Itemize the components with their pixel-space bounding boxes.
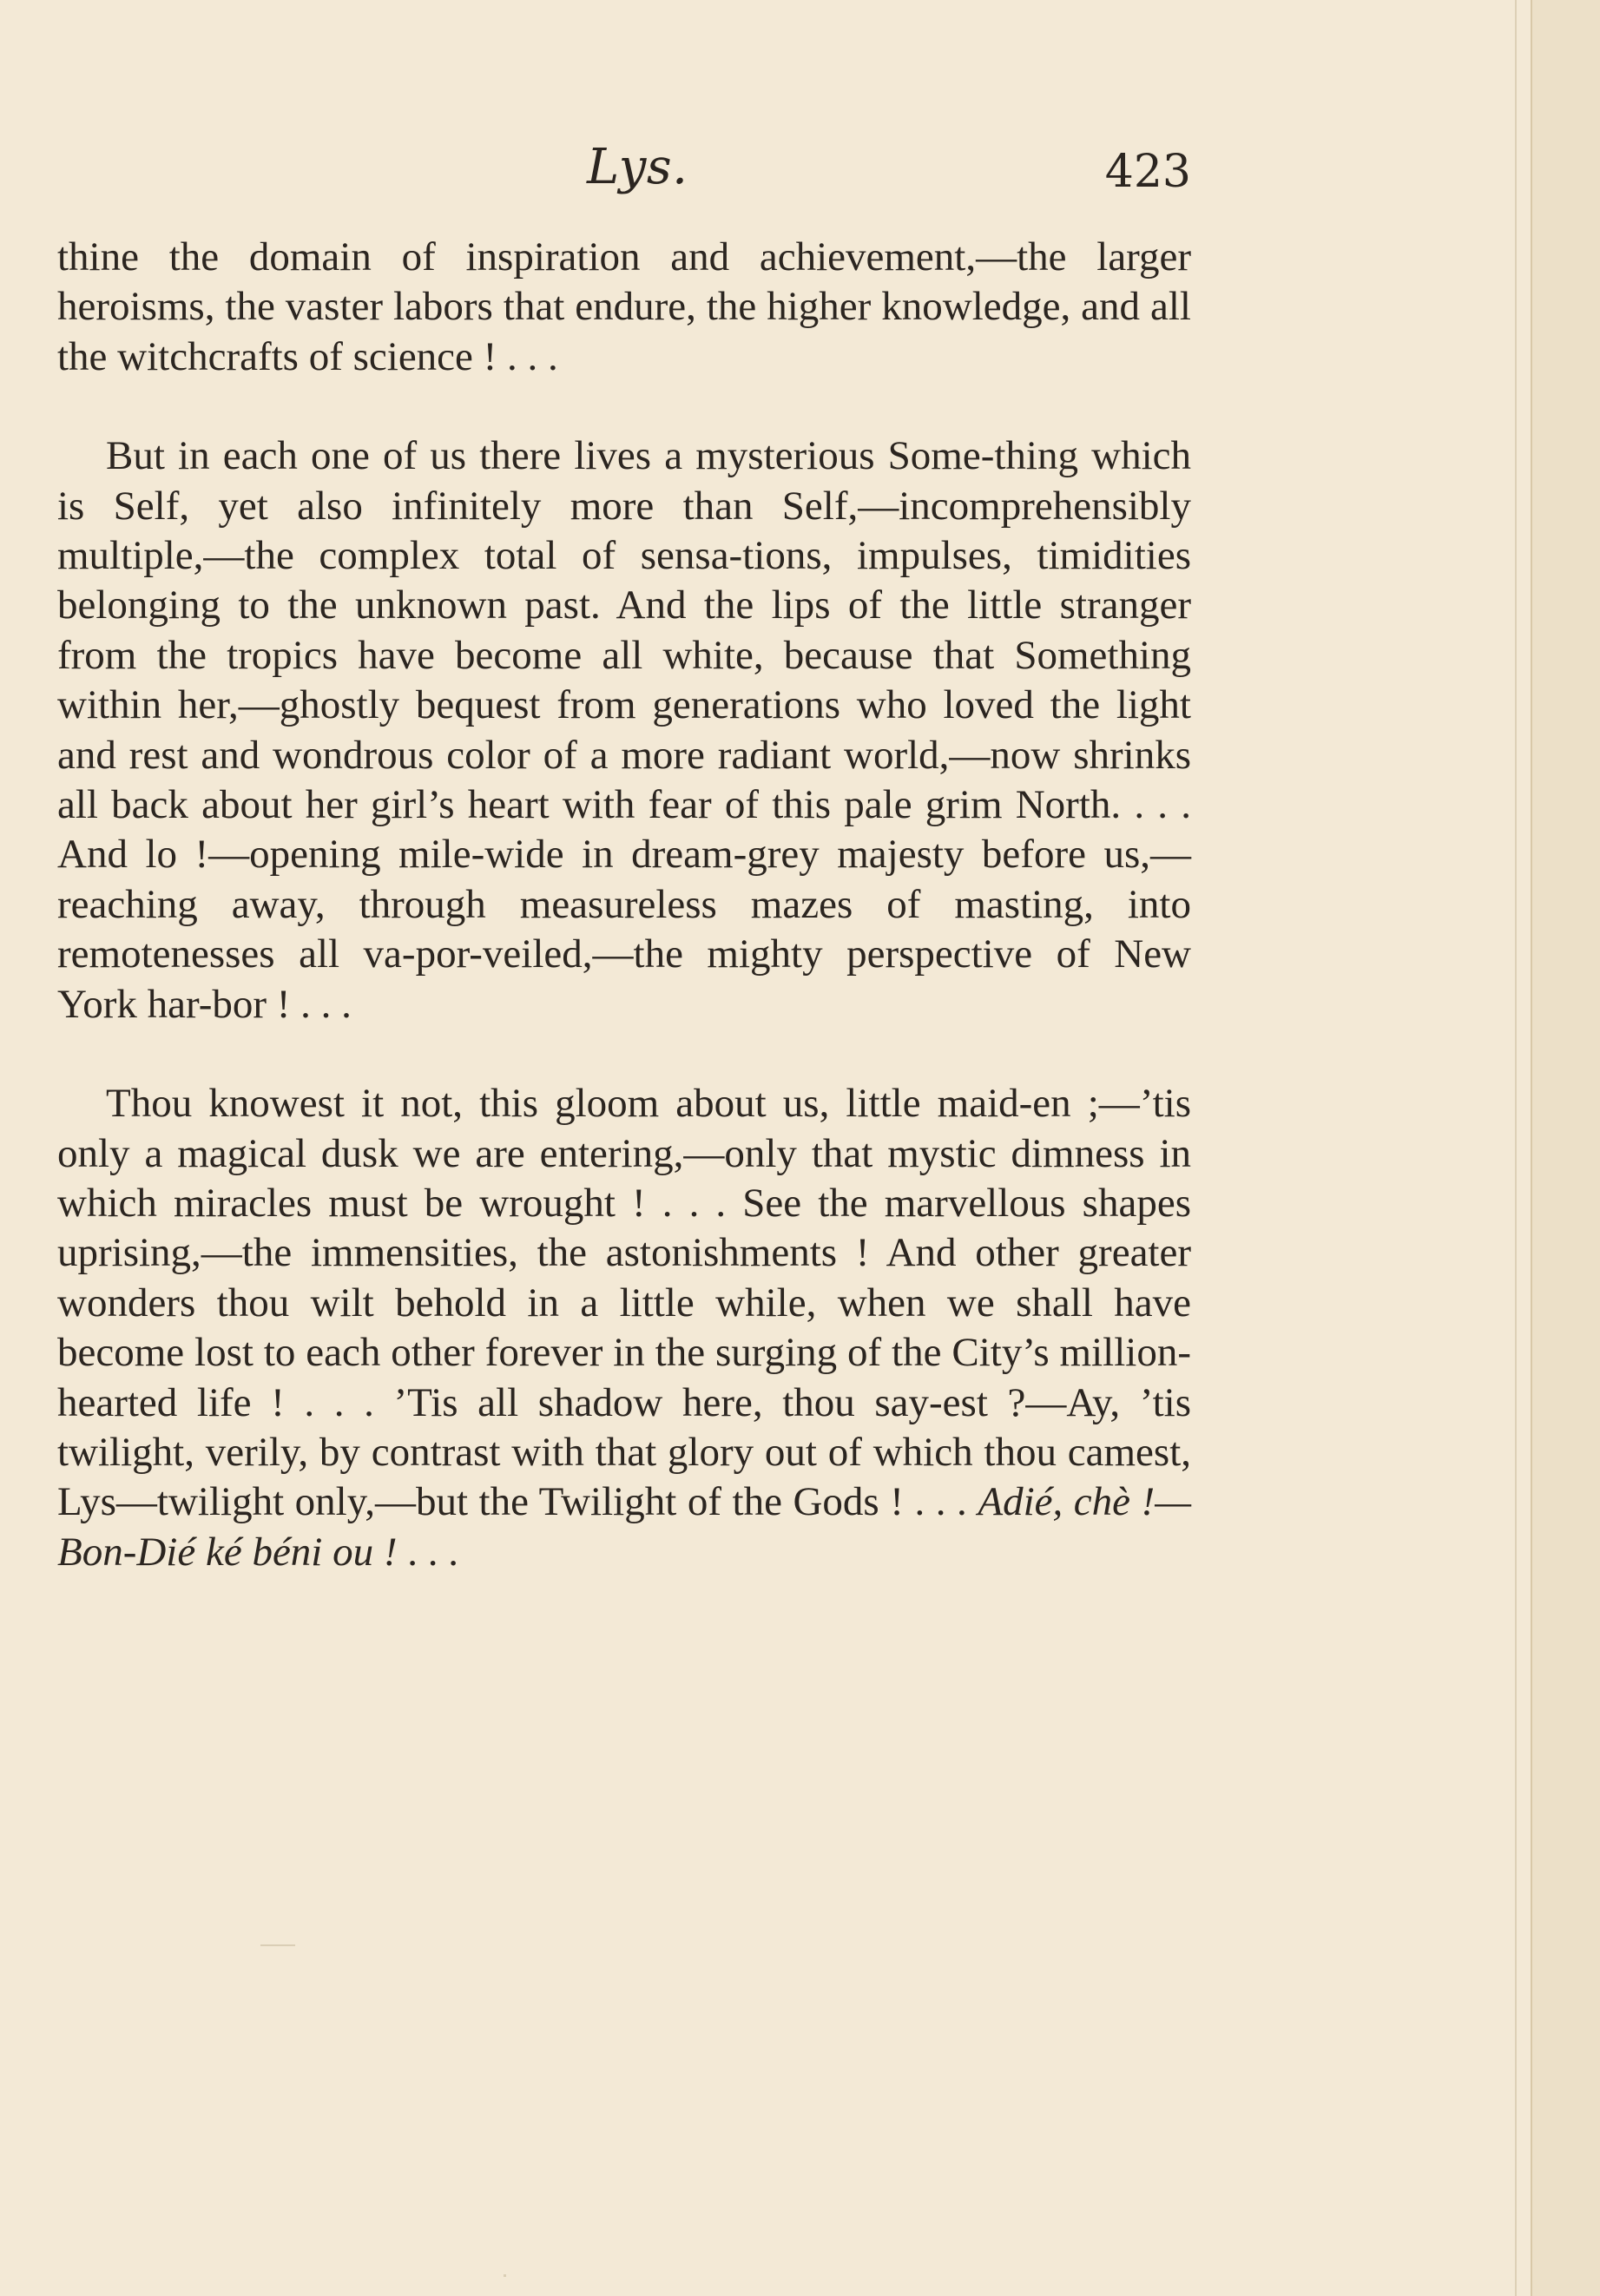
paragraph-3-ellipsis: . . . <box>397 1529 459 1575</box>
paragraph-3-creole-phrase: Adié, chè !—Bon-Dié ké béni ou ! <box>57 1479 1191 1575</box>
paragraph-2: But in each one of us there lives a mysterious Some-thing which is Self, yet also infinitely more than Self,—incomprehensibly multiple,—the complex total of sensa-tions, impulses, timidities belonging to the unknown past. And the lips of the little stranger from the tropics have become all white, because that Something within her,—ghostly bequest from generations who loved the light and rest and wondrous color of a more radiant world,—now shrinks all back about her girl’s heart with fear of this pale grim North. . . . And lo !—opening mile-wide in dream-grey majesty before us,—reaching away, through measureless mazes of masting, into remotenesses all va-por-veiled,—the mighty perspective of New York har-bor ! . . . <box>57 433 1191 1027</box>
paragraph-3-text: Thou knowest it not, this gloom about us, little maid-en ;—’tis only a magical dusk we are entering,—only that mystic dimness in which miracles must be wrought ! . . . See the marvellous shapes uprising,—the immensities, the astonishments ! And other greater wonders thou wilt behold in a little while, when we shall have become lost to each other forever in the surging of the City’s million-hearted life ! . . . ’Tis all shadow here, thou say-est ?—Ay, ’tis twilight, verily, by contrast with that glory out of which thou camest, Lys—twilight only,—but the Twilight of the Gods ! . . . <box>57 1081 1191 1525</box>
paper-speck <box>504 2274 506 2277</box>
body-text <box>57 233 1191 1577</box>
page-edge <box>1531 0 1600 2296</box>
page-edge-shadow <box>1515 0 1517 2296</box>
page-number: 423 <box>1104 146 1191 198</box>
paragraph-3 <box>57 1079 1191 1577</box>
paragraph-1: thine the domain of inspiration and achievement,—the larger heroisms, the vaster labors that endure, the higher knowledge, and all the witchcrafts of science ! . . . <box>57 234 1191 379</box>
page-header <box>57 139 1191 208</box>
paper-speck <box>260 1944 295 1946</box>
running-title: Lys. <box>587 139 688 195</box>
